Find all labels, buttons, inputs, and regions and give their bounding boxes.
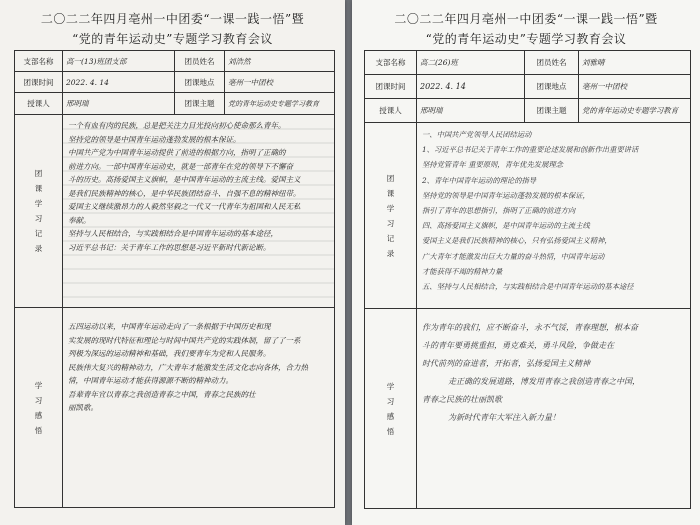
left-form-title-line1: 二〇二二年四月亳州一中团委“一课一践一悟”暨 xyxy=(40,12,305,26)
feelings-text: 五四运动以来，中国青年运动走向了一条根据于中国历史和现 实发展的现时代特征和理论与时间中国共产党的实践体制，留了了一系 列极为深远的运动精神和基础，我们要青年为党和人民服务。 民族伟大复兴的精神动力，广大青年才能激发生活文化志向各体，合力热 情，中国青年运动才能获得源源不断的精神动力。 吾辈青年宜以青春之我创造青春之中国，青春之民族的壮 丽凯歌。 xyxy=(63,308,335,508)
right-form-table xyxy=(364,50,691,509)
class-time-label: 团课时间 xyxy=(365,75,417,99)
member-name-value: 刘雅晴 xyxy=(579,51,691,75)
feelings-label: 学 习 感 悟 xyxy=(365,309,417,509)
lecturer-value: 邢明瑞 xyxy=(63,93,175,115)
study-record-text: 一个有血有肉的民族，总是把关注力目光投向初心使命那么青年。 坚持党的领导是中国青年运动蓬勃发展的根本保证。 中国共产党为中国青年运动提供了前进的根据方向，指明了正确的 前进方向。一部中国青年运动史，就是一部青年在党的领导下不懈奋 斗的历史。高扬爱国主义旗帜，是中国青年运动的主流主线。爱国主义 是我们民族精神的核心，是中华民族团结奋斗、自强不息的精神纽带。 爱国主义继续激昂力的人毅然坚毅之一代又一代青年为祖国和人民无私 奉献。 坚持与人民相结合，与实践相结合是中国青年运动的基本途径， 习近平总书记：关于青年工作的思想是习近平新时代新论断。 xyxy=(63,115,335,308)
class-time-value: 2022. 4. 14 xyxy=(63,72,175,93)
class-time-value: 2022. 4. 14 xyxy=(417,75,525,99)
left-form-sheet xyxy=(0,0,345,525)
class-place-label: 团课地点 xyxy=(175,72,225,93)
class-place-value: 亳州一中团校 xyxy=(225,72,335,93)
branch-label: 支部名称 xyxy=(15,51,63,72)
feelings-text: 作为青年的我们，应不断奋斗，永不气馁，青春理想，根本奋 斗的青年要勇挑重担，勇克难关，勇斗风险，争做走在 时代前列的奋进者，开拓者，弘扬爱国主义精神 走正确的发展道路，博发用青春之我创造青春之中国， 青春之民族的壮丽凯歌 为新时代青年大军注入新力量！ xyxy=(417,309,691,509)
right-form-title-line1: 二〇二二年四月亳州一中团委“一课一践一悟”暨 xyxy=(394,12,658,26)
class-topic-label: 团课主题 xyxy=(525,99,579,123)
feelings-label: 学 习 感 悟 xyxy=(15,308,63,508)
lecturer-value: 邢明瑞 xyxy=(417,99,525,123)
class-place-label: 团课地点 xyxy=(525,75,579,99)
study-record-label: 团 课 学 习 记 录 xyxy=(365,123,417,309)
branch-value: 高二(26)班 xyxy=(417,51,525,75)
left-form-table xyxy=(14,50,335,508)
class-time-label: 团课时间 xyxy=(15,72,63,93)
lecturer-label: 授课人 xyxy=(15,93,63,115)
class-topic-label: 团课主题 xyxy=(175,93,225,115)
study-record-text: 一、中国共产党领导人民团结运动 1、习近平总书记关于青年工作的重要论述发展和创新作出重要讲话 坚持党管青年 重要原则，青年优先发展理念 2、青年中国青年运动的理论的指导 坚持党的领导是中国青年运动蓬勃发展的根本保证， 指引了青年的思想指引，指明了正确的前进方向 四、高扬爱国主义旗帜，是中国青年运动的主流主线 爱国主义是我们民族精神的核心，只有弘扬爱国主义精神， 广大青年才能激发出巨大力量的奋斗热情，中国青年运动 才能获得不竭的精神力量 五、坚持与人民相结合，与实践相结合是中国青年运动的基本途径 xyxy=(417,123,691,309)
class-place-value: 亳州一中团校 xyxy=(579,75,691,99)
class-topic-value: 党的青年运动史专题学习教育 xyxy=(225,93,335,115)
class-topic-value: 党的青年运动史专题学习教育 xyxy=(579,99,691,123)
study-record-label: 团 课 学 习 记 录 xyxy=(15,115,63,308)
member-name-label: 团员姓名 xyxy=(175,51,225,72)
member-name-label: 团员姓名 xyxy=(525,51,579,75)
member-name-value: 刘浩然 xyxy=(225,51,335,72)
branch-label: 支部名称 xyxy=(365,51,417,75)
left-form-title-line2: “党的青年运动史”专题学习教育会议 xyxy=(72,32,273,46)
right-form-sheet xyxy=(352,0,700,525)
right-form-title-line2: “党的青年运动史”专题学习教育会议 xyxy=(425,32,627,46)
lecturer-label: 授课人 xyxy=(365,99,417,123)
branch-value: 高一(13)班团支部 xyxy=(63,51,175,72)
